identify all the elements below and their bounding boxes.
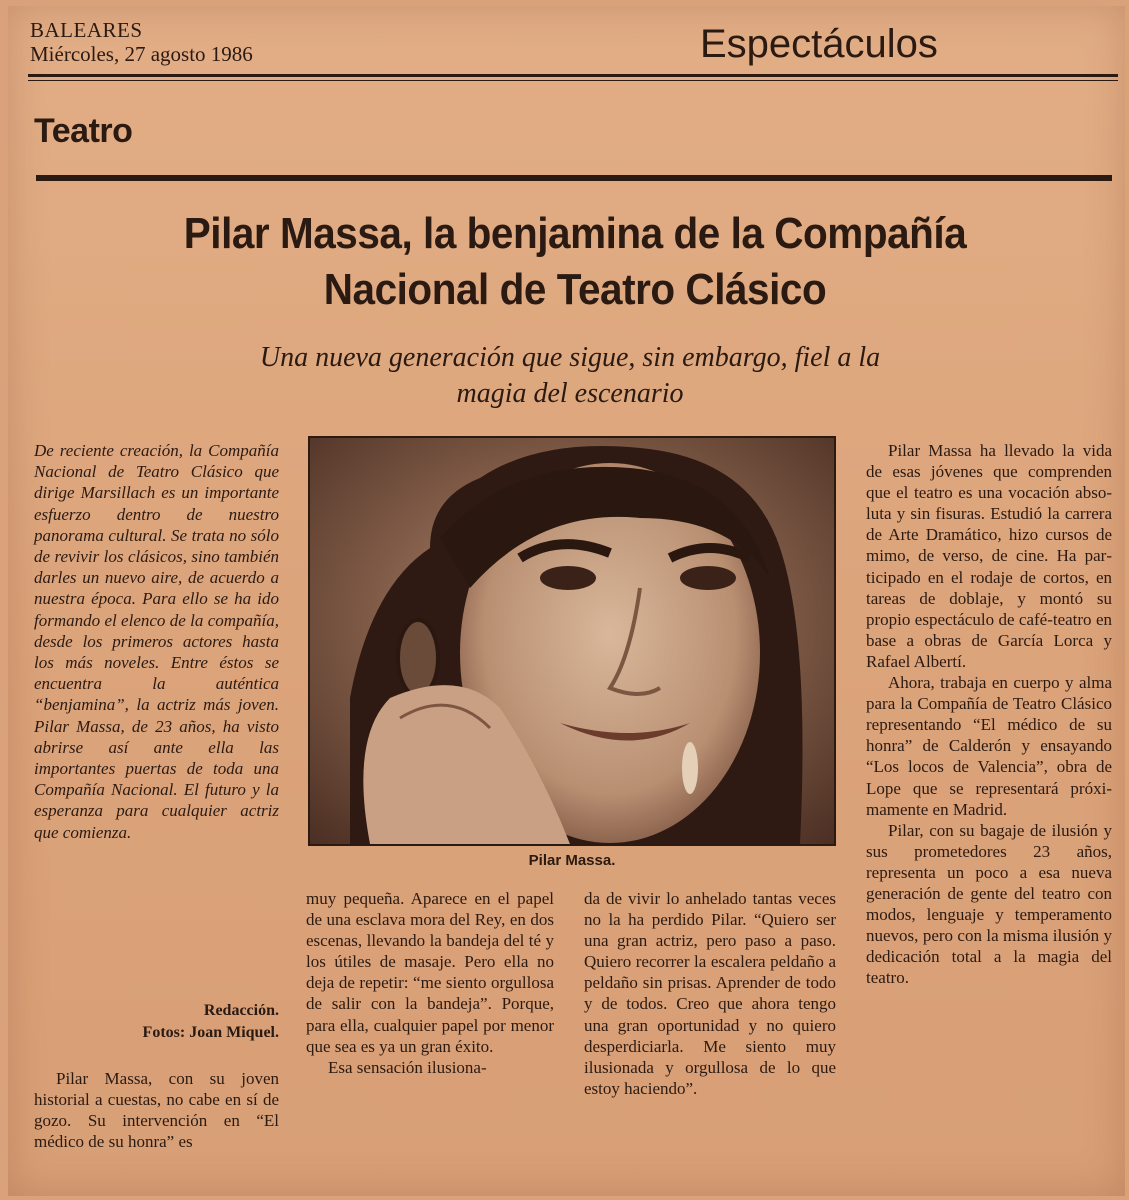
section-divider bbox=[36, 175, 1112, 181]
masthead-rule-thin bbox=[28, 80, 1118, 81]
subheadline-line-2: magia del escenario bbox=[456, 378, 684, 409]
masthead-rule bbox=[28, 74, 1118, 77]
masthead bbox=[30, 18, 253, 66]
body-column-3 bbox=[584, 888, 836, 1099]
subheadline bbox=[100, 340, 1040, 412]
photo-caption: Pilar Massa. bbox=[528, 852, 616, 869]
body-column-1 bbox=[34, 1068, 279, 1152]
section-title: Espectáculos bbox=[700, 22, 938, 66]
body-paragraph: Ahora, trabaja en cuerpo y alma para la Compañía de Teatro Clásico representando “El médico de su honra” de Calderón y ensayando “Los locos de Valencia”, obra de Lope que se representará próximamente en Madrid. bbox=[866, 673, 1112, 819]
body-column-4 bbox=[866, 440, 1112, 988]
headline-line-2: Nacional de Teatro Clásico bbox=[323, 265, 827, 314]
body-paragraph: da de vivir lo anhelado tantas veces no la ha perdido Pilar. “Quiero ser una gran actriz, pero paso a paso. Quiero recorrer la escalera peldaño a peldaño sin prisas. Aprender de todo y de todos. Creo que ahora tengo una gran oportunidad y no quiero desperdiciarla. Me siento muy ilusionada y orgullosa de lo que estoy haciendo”. bbox=[584, 889, 836, 1098]
kicker-label: Teatro bbox=[34, 112, 133, 150]
byline-author: Redacción. bbox=[203, 1002, 279, 1019]
publication-name: BALEARES bbox=[30, 18, 143, 42]
body-paragraph: muy pequeña. Aparece en el papel de una esclava mora del Rey, en dos escenas, llevando la bandeja del té y los útiles de masaje. Pero ella no deja de repetir: “me siento orgullosa de salir con la bandeja”. Porque, para ella, cualquier papel por menor que sea es ya un gran éxito. bbox=[306, 889, 554, 1056]
headline bbox=[83, 206, 1067, 318]
lead-paragraph: De reciente creación, la Compañía Nacional de Teatro Clásico que dirige Marsillach es un importante esfuerzo dentro de nuestro panorama cultural. Se trata no sólo de revivir los clásicos, sino también darles un nuevo aire, de acuerdo a nuestra época. Para ello se ha ido formando el elenco de la compañía, desde los primeros actores hasta los más noveles. Entre éstos se encuentra la auténtica “benjamina”, la actriz más joven. Pilar Massa, de 23 años, ha visto abrirse así ante ella las importantes puertas de toda una Compañía Nacional. El futuro y la esperanza para cualquier actriz que comienza. bbox=[34, 441, 279, 842]
body-paragraph: Pilar Massa, con su joven historial a cuestas, no cabe en sí de gozo. Su intervención en “El médico de su honra” es bbox=[34, 1069, 279, 1152]
headline-line-1: Pilar Massa, la benjamina de la Compañía bbox=[183, 209, 967, 258]
byline-photo-credit: Fotos: Joan Miquel. bbox=[142, 1024, 279, 1041]
body-column-2 bbox=[306, 888, 554, 1078]
body-paragraph: Esa sensación ilusiona- bbox=[328, 1057, 487, 1077]
publication-date: Miércoles, 27 agosto 1986 bbox=[30, 42, 253, 67]
body-paragraph: Pilar, con su bagaje de ilusión y sus prometedores 23 años, representa un poco a esa nueva generación de gente del teatro con modos, lenguaje y temperamento nuevos, pero con la misma ilusión y dedicación total a la magia del teatro. bbox=[866, 820, 1112, 988]
portrait-photo bbox=[308, 436, 836, 846]
byline bbox=[34, 1000, 279, 1044]
body-paragraph: Pilar Massa ha llevado la vida de esas jóvenes que comprenden que el teatro es una vocación absoluta y sin fisuras. Estudió la carrera de Arte Dramático, hizo cursos de mimo, de verso, de cine. Ha participado en el rodaje de cortos, en tareas de doblaje, y montó su propio espectáculo de café-teatro en base a obras de García Lorca y Rafael Albertí. bbox=[866, 441, 1112, 671]
subheadline-line-1: Una nueva generación que sigue, sin embargo, fiel a la bbox=[259, 342, 881, 373]
